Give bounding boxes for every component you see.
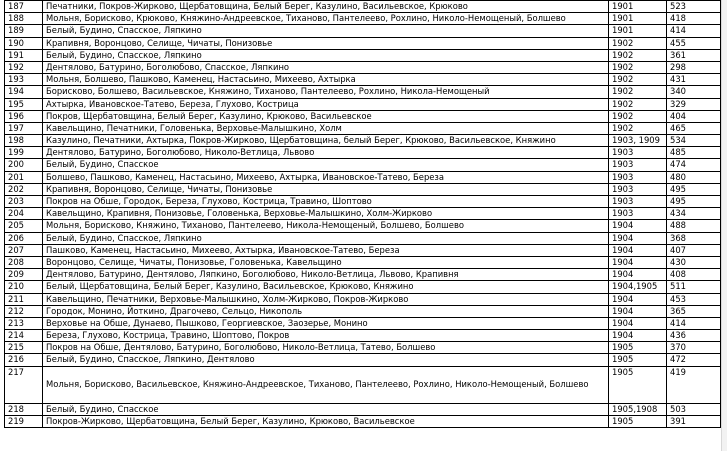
table-row (5, 403, 721, 415)
year-cell: 1905 (609, 415, 667, 427)
village-list-cell: Покров на Обше, Городок, Береза, Глухово, Кострица, Травино, Шоптово (43, 196, 609, 208)
count-cell: 488 (667, 220, 721, 232)
count-cell: 485 (667, 147, 721, 159)
count-cell: 480 (667, 171, 721, 183)
count-cell: 365 (667, 305, 721, 317)
village-list-cell: Белый, Будино, Спасское, Ляпкино (43, 232, 609, 244)
village-list-cell: Мольня, Болшево, Пашково, Каменец, Настасьино, Михеево, Ахтырка (43, 74, 609, 86)
year-cell: 1903, 1909 (609, 135, 667, 147)
year-cell: 1904 (609, 269, 667, 281)
row-number-cell: 213 (5, 317, 43, 329)
row-number-cell: 211 (5, 293, 43, 305)
year-cell: 1902 (609, 86, 667, 98)
year-cell: 1905 (609, 354, 667, 366)
year-cell: 1905,1908 (609, 403, 667, 415)
year-cell: 1903 (609, 159, 667, 171)
year-cell: 1902 (609, 98, 667, 110)
year-cell: 1904 (609, 232, 667, 244)
table-row (5, 208, 721, 220)
row-number-cell: 214 (5, 330, 43, 342)
year-cell: 1903 (609, 171, 667, 183)
village-list-cell: Белый, Щербатовщина, Белый Берег, Казулино, Васильевское, Крюково, Княжино (43, 281, 609, 293)
table-row (5, 256, 721, 268)
village-list-cell: Воронцово, Селище, Чичаты, Понизовье, Головенька, Кавельщино (43, 256, 609, 268)
year-cell: 1901 (609, 1, 667, 13)
count-cell: 418 (667, 13, 721, 25)
year-cell: 1902 (609, 110, 667, 122)
row-number-cell: 205 (5, 220, 43, 232)
year-cell: 1902 (609, 49, 667, 61)
village-list-cell: Крапивня, Воронцово, Селище, Чичаты, Понизовье (43, 183, 609, 195)
year-cell: 1901 (609, 13, 667, 25)
row-number-cell: 204 (5, 208, 43, 220)
table-row (5, 147, 721, 159)
row-number-cell: 187 (5, 1, 43, 13)
count-cell: 419 (667, 366, 721, 403)
table-row (5, 74, 721, 86)
village-list-cell: Белый, Будино, Спасское (43, 403, 609, 415)
year-cell: 1901 (609, 25, 667, 37)
village-list-cell: Печатники, Покров-Жирково, Щербатовщина, Белый Берег, Казулино, Васильевское, Крюково (43, 1, 609, 13)
row-number-cell: 203 (5, 196, 43, 208)
year-cell: 1902 (609, 37, 667, 49)
count-cell: 453 (667, 293, 721, 305)
village-list-cell: Дентялово, Батурино, Боголюбово, Спасское, Ляпкино (43, 61, 609, 73)
village-list-cell: Казулино, Печатники, Ахтырка, Покров-Жирково, Щербатовщина, белый Берег, Крюково, Васильевское, Княжино (43, 135, 609, 147)
table-row (5, 183, 721, 195)
year-cell: 1903 (609, 208, 667, 220)
table-row (5, 220, 721, 232)
table-row (5, 37, 721, 49)
village-list-cell: Борисково, Болшево, Васильевское, Княжино, Тиханово, Пантелеево, Рохлино, Никола-Немощеный (43, 86, 609, 98)
row-number-cell: 195 (5, 98, 43, 110)
count-cell: 407 (667, 244, 721, 256)
year-cell: 1904 (609, 317, 667, 329)
row-number-cell: 192 (5, 61, 43, 73)
village-list-cell: Кавельщино, Печатники, Головенька, Верховье-Малышкино, Холм (43, 122, 609, 134)
row-number-cell: 197 (5, 122, 43, 134)
year-cell: 1904 (609, 330, 667, 342)
count-cell: 431 (667, 74, 721, 86)
row-number-cell: 218 (5, 403, 43, 415)
year-cell: 1902 (609, 61, 667, 73)
count-cell: 340 (667, 86, 721, 98)
records-table (4, 0, 721, 428)
count-cell: 523 (667, 1, 721, 13)
table-row (5, 293, 721, 305)
table-row (5, 110, 721, 122)
table-row (5, 122, 721, 134)
table-row (5, 281, 721, 293)
count-cell: 404 (667, 110, 721, 122)
year-cell: 1904 (609, 305, 667, 317)
row-number-cell: 194 (5, 86, 43, 98)
table-row (5, 159, 721, 171)
village-list-cell: Белый, Будино, Спасское, Ляпкино (43, 49, 609, 61)
row-number-cell: 208 (5, 256, 43, 268)
records-table-body (5, 1, 721, 428)
village-list-cell: Белый, Будино, Спасское (43, 159, 609, 171)
year-cell: 1904 (609, 293, 667, 305)
table-row (5, 232, 721, 244)
village-list-cell: Ахтырка, Ивановское-Татево, Береза, Глухово, Кострица (43, 98, 609, 110)
table-row (5, 196, 721, 208)
row-number-cell: 217 (5, 366, 43, 403)
count-cell: 370 (667, 342, 721, 354)
table-row (5, 330, 721, 342)
village-list-cell: Береза, Глухово, Кострица, Травино, Шоптово, Покров (43, 330, 609, 342)
table-row (5, 25, 721, 37)
count-cell: 414 (667, 317, 721, 329)
count-cell: 329 (667, 98, 721, 110)
count-cell: 298 (667, 61, 721, 73)
count-cell: 368 (667, 232, 721, 244)
count-cell: 434 (667, 208, 721, 220)
table-row (5, 354, 721, 366)
row-number-cell: 198 (5, 135, 43, 147)
village-list-cell: Болшево, Пашково, Каменец, Настасьино, Михеево, Ахтырка, Ивановское-Татево, Береза (43, 171, 609, 183)
village-list-cell: Покров, Щербатовщина, Белый Берег, Казулино, Крюково, Васильевское (43, 110, 609, 122)
year-cell: 1904,1905 (609, 281, 667, 293)
row-number-cell: 199 (5, 147, 43, 159)
table-row (5, 415, 721, 427)
row-number-cell: 200 (5, 159, 43, 171)
village-list-cell: Белый, Будино, Спасское, Ляпкино, Дентялово (43, 354, 609, 366)
row-number-cell: 206 (5, 232, 43, 244)
row-number-cell: 210 (5, 281, 43, 293)
count-cell: 455 (667, 37, 721, 49)
table-row (5, 13, 721, 25)
year-cell: 1903 (609, 183, 667, 195)
village-list-cell: Мольня, Борисково, Княжино, Тиханово, Пантелеево, Никола-Немощеный, Болшево, Болшево (43, 220, 609, 232)
village-list-cell: Верховье на Обше, Дунаево, Пышково, Георгиевское, Заозерье, Монино (43, 317, 609, 329)
table-row (5, 135, 721, 147)
count-cell: 391 (667, 415, 721, 427)
table-row (5, 171, 721, 183)
table-row (5, 366, 721, 403)
table-row (5, 269, 721, 281)
year-cell: 1903 (609, 196, 667, 208)
count-cell: 511 (667, 281, 721, 293)
count-cell: 408 (667, 269, 721, 281)
count-cell: 436 (667, 330, 721, 342)
row-number-cell: 193 (5, 74, 43, 86)
count-cell: 495 (667, 183, 721, 195)
row-number-cell: 212 (5, 305, 43, 317)
row-number-cell: 196 (5, 110, 43, 122)
village-list-cell: Мольня, Борисково, Крюково, Княжино-Андреевское, Тиханово, Пантелеево, Рохлино, Николо-Немощеный, Болшево (43, 13, 609, 25)
village-list-cell: Кавельщино, Печатники, Верховье-Малышкино, Холм-Жирково, Покров-Жирково (43, 293, 609, 305)
row-number-cell: 188 (5, 13, 43, 25)
village-list-cell: Дентялово, Батурино, Дентялово, Ляпкино, Боголюбово, Николо-Ветлица, Львово, Крапивня (43, 269, 609, 281)
table-row (5, 49, 721, 61)
year-cell: 1905 (609, 342, 667, 354)
count-cell: 534 (667, 135, 721, 147)
village-list-cell: Покров на Обше, Дентялово, Батурино, Боголюбово, Николо-Ветлица, Татево, Болшево (43, 342, 609, 354)
row-number-cell: 190 (5, 37, 43, 49)
year-cell: 1904 (609, 220, 667, 232)
row-number-cell: 216 (5, 354, 43, 366)
village-list-cell: Покров-Жирково, Щербатовщина, Белый Берег, Казулино, Крюково, Васильевское (43, 415, 609, 427)
row-number-cell: 215 (5, 342, 43, 354)
village-list-cell: Кавельщино, Крапивня, Понизовье, Головенька, Верховье-Малышкино, Холм-Жирково (43, 208, 609, 220)
row-number-cell: 202 (5, 183, 43, 195)
table-row (5, 244, 721, 256)
year-cell: 1903 (609, 147, 667, 159)
year-cell: 1905 (609, 366, 667, 403)
village-list-cell: Мольня, Борисково, Васильевское, Княжино-Андреевское, Тиханово, Пантелеево, Рохлино, Николо-Немощеный, Болшево (43, 366, 609, 403)
year-cell: 1902 (609, 122, 667, 134)
count-cell: 361 (667, 49, 721, 61)
village-list-cell: Пашково, Каменец, Настасьино, Михеево, Ахтырка, Ивановское-Татево, Береза (43, 244, 609, 256)
table-row (5, 317, 721, 329)
table-row (5, 1, 721, 13)
row-number-cell: 219 (5, 415, 43, 427)
count-cell: 465 (667, 122, 721, 134)
count-cell: 474 (667, 159, 721, 171)
count-cell: 495 (667, 196, 721, 208)
year-cell: 1904 (609, 244, 667, 256)
count-cell: 414 (667, 25, 721, 37)
village-list-cell: Крапивня, Воронцово, Селище, Чичаты, Понизовье (43, 37, 609, 49)
row-number-cell: 191 (5, 49, 43, 61)
row-number-cell: 209 (5, 269, 43, 281)
table-row (5, 86, 721, 98)
row-number-cell: 201 (5, 171, 43, 183)
count-cell: 430 (667, 256, 721, 268)
year-cell: 1902 (609, 74, 667, 86)
row-number-cell: 207 (5, 244, 43, 256)
count-cell: 472 (667, 354, 721, 366)
vertical-scrollbar[interactable] (721, 0, 727, 451)
year-cell: 1904 (609, 256, 667, 268)
village-list-cell: Дентялово, Батурино, Боголюбово, Николо-Ветлица, Львово (43, 147, 609, 159)
table-row (5, 305, 721, 317)
table-row (5, 342, 721, 354)
table-row (5, 98, 721, 110)
village-list-cell: Белый, Будино, Спасское, Ляпкино (43, 25, 609, 37)
row-number-cell: 189 (5, 25, 43, 37)
village-list-cell: Городок, Монино, Йоткино, Драгочево, Сельцо, Никополь (43, 305, 609, 317)
table-row (5, 61, 721, 73)
count-cell: 503 (667, 403, 721, 415)
